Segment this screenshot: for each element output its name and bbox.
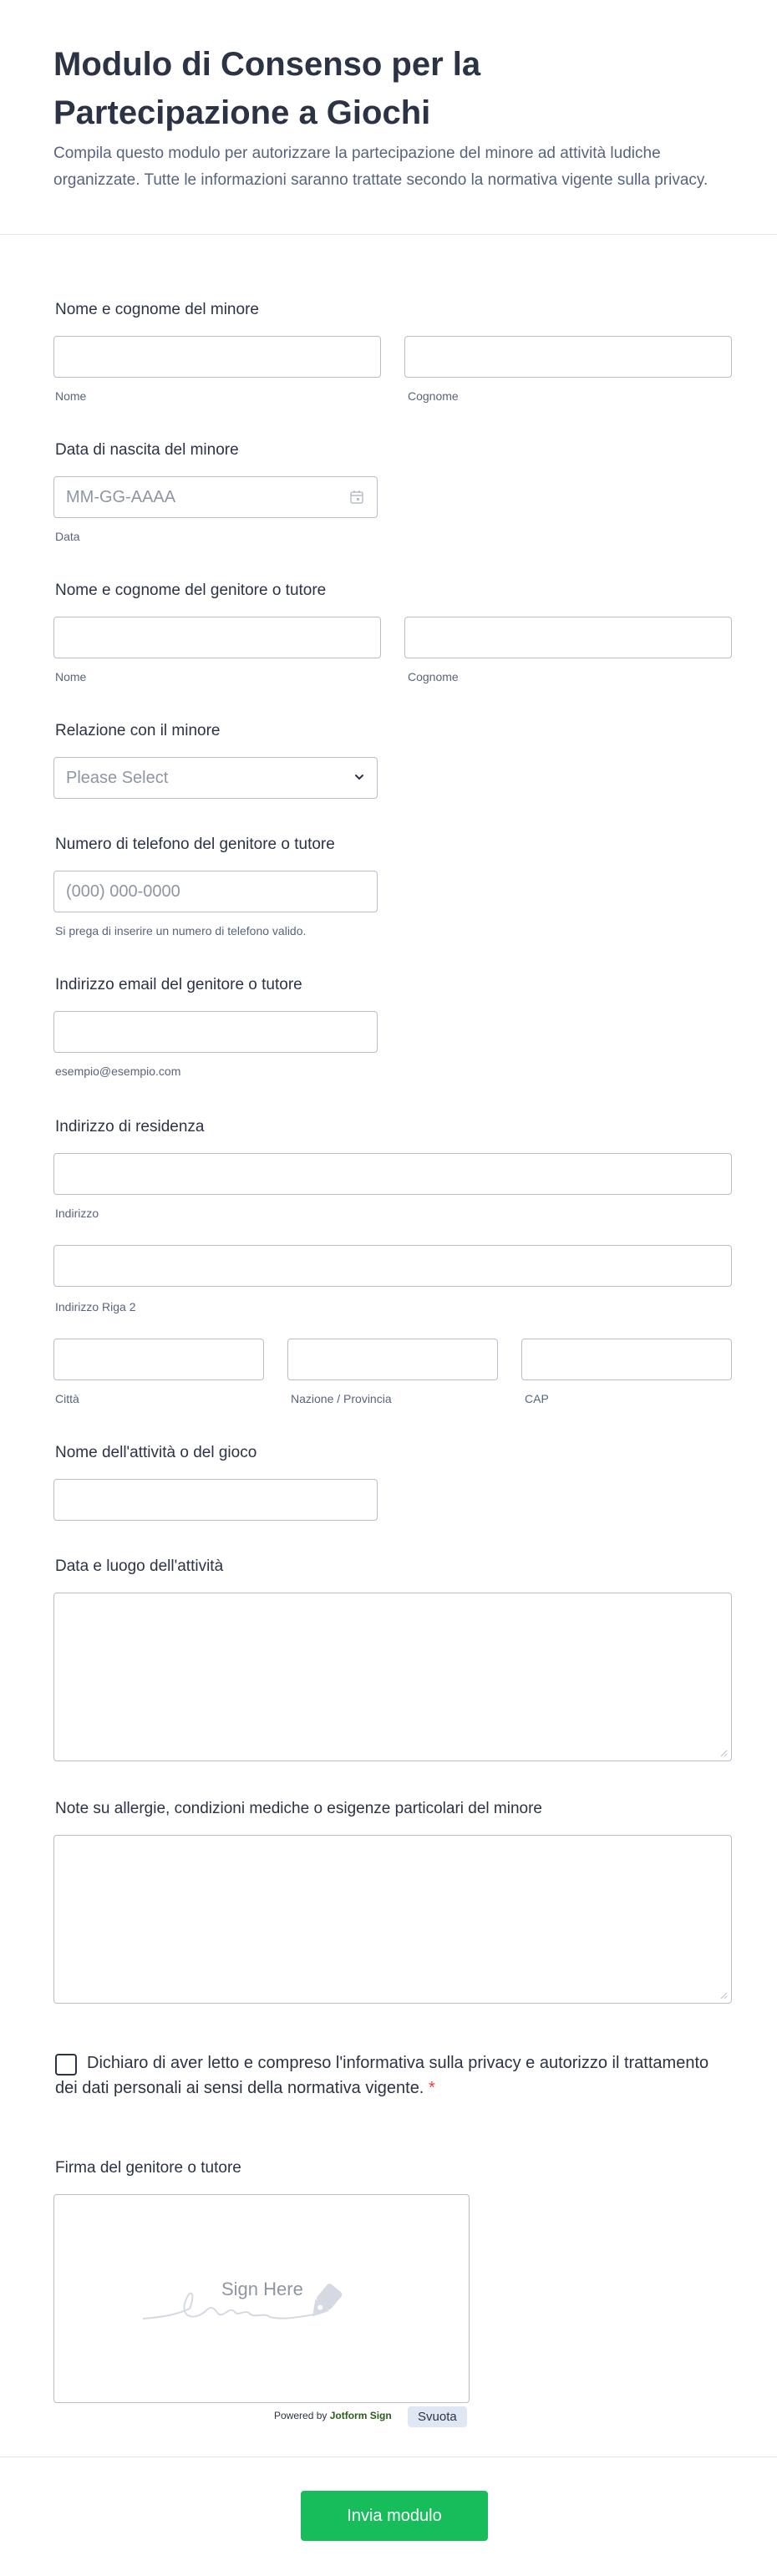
notes-textarea[interactable] bbox=[53, 1835, 732, 2004]
jotform-sign-brand: Jotform Sign bbox=[329, 2410, 392, 2421]
signature-scribble-icon bbox=[141, 2275, 383, 2325]
submit-button[interactable]: Invia modulo bbox=[301, 2491, 488, 2541]
phone-label: Numero di telefono del genitore o tutore bbox=[55, 836, 335, 853]
signature-pad[interactable] bbox=[53, 2194, 470, 2403]
phone-input[interactable] bbox=[53, 871, 378, 912]
relation-label: Relazione con il minore bbox=[55, 722, 221, 739]
parent-first-name-sublabel: Nome bbox=[55, 670, 87, 683]
relation-select[interactable] bbox=[53, 757, 378, 799]
city-input[interactable] bbox=[53, 1339, 264, 1380]
address-label: Indirizzo di residenza bbox=[55, 1118, 205, 1136]
sign-here-text: Sign Here bbox=[221, 2279, 303, 2299]
clear-signature-button[interactable]: Svuota bbox=[408, 2406, 467, 2427]
parent-last-name-input[interactable] bbox=[404, 617, 732, 658]
parent-first-name-input[interactable] bbox=[53, 617, 381, 658]
consent-statement: Dichiaro di aver letto e compreso l'informativa sulla privacy e autorizzo il trattamento dei dati personali ai sensi della normativa vigente. bbox=[55, 2054, 709, 2097]
address-line1-input[interactable] bbox=[53, 1153, 732, 1195]
form-description: Compila questo modulo per autorizzare la partecipazione del minore ad attività ludiche organizzate. Tutte le informazioni saranno trattate secondo la normativa vigente sulla privacy. bbox=[53, 145, 708, 189]
activity-name-label: Nome dell'attività o del gioco bbox=[55, 1444, 257, 1461]
chevron-down-icon bbox=[353, 771, 365, 783]
required-marker: * bbox=[428, 2079, 435, 2097]
birth-date-label: Data di nascita del minore bbox=[55, 441, 239, 459]
city-sublabel: Città bbox=[55, 1392, 79, 1405]
consent-text bbox=[55, 2050, 724, 2101]
address-line2-input[interactable] bbox=[53, 1245, 732, 1287]
phone-placeholder: (000) 000-0000 bbox=[66, 882, 180, 901]
parent-last-name-sublabel: Cognome bbox=[408, 670, 459, 683]
calendar-icon[interactable] bbox=[348, 489, 365, 506]
relation-select-value: Please Select bbox=[66, 768, 169, 787]
minor-last-name-input[interactable] bbox=[404, 336, 732, 378]
resize-handle-icon[interactable] bbox=[719, 1991, 728, 1999]
zip-input[interactable] bbox=[521, 1339, 732, 1380]
minor-name-label: Nome e cognome del minore bbox=[55, 301, 259, 318]
notes-label: Note su allergie, condizioni mediche o esigenze particolari del minore bbox=[55, 1800, 542, 1817]
state-sublabel: Nazione / Provincia bbox=[291, 1392, 392, 1405]
powered-by-text bbox=[274, 2410, 392, 2421]
minor-first-name-input[interactable] bbox=[53, 336, 381, 378]
form-title: Modulo di Consenso per la Partecipazione a Giochi bbox=[53, 46, 481, 131]
email-sublabel: esempio@esempio.com bbox=[55, 1064, 181, 1078]
minor-first-name-sublabel: Nome bbox=[55, 389, 87, 403]
activity-date-place-textarea[interactable] bbox=[53, 1593, 732, 1761]
email-input[interactable] bbox=[53, 1011, 378, 1053]
activity-name-input[interactable] bbox=[53, 1479, 378, 1521]
birth-date-input[interactable] bbox=[53, 476, 378, 518]
birth-date-sublabel: Data bbox=[55, 530, 80, 543]
birth-date-placeholder: MM-GG-AAAA bbox=[66, 487, 176, 506]
address-line1-sublabel: Indirizzo bbox=[55, 1207, 99, 1220]
form-header bbox=[0, 0, 777, 235]
minor-last-name-sublabel: Cognome bbox=[408, 389, 459, 403]
state-input[interactable] bbox=[287, 1339, 498, 1380]
form-footer bbox=[0, 2457, 777, 2576]
zip-sublabel: CAP bbox=[525, 1392, 549, 1405]
activity-date-place-label: Data e luogo dell'attività bbox=[55, 1557, 224, 1575]
parent-name-label: Nome e cognome del genitore o tutore bbox=[55, 582, 327, 599]
address-line2-sublabel: Indirizzo Riga 2 bbox=[55, 1300, 136, 1313]
powered-by-prefix: Powered by bbox=[274, 2410, 328, 2421]
resize-handle-icon[interactable] bbox=[719, 1749, 728, 1757]
phone-sublabel: Si prega di inserire un numero di telefono valido. bbox=[55, 924, 307, 937]
email-label: Indirizzo email del genitore o tutore bbox=[55, 976, 302, 993]
signature-label: Firma del genitore o tutore bbox=[55, 2159, 241, 2177]
